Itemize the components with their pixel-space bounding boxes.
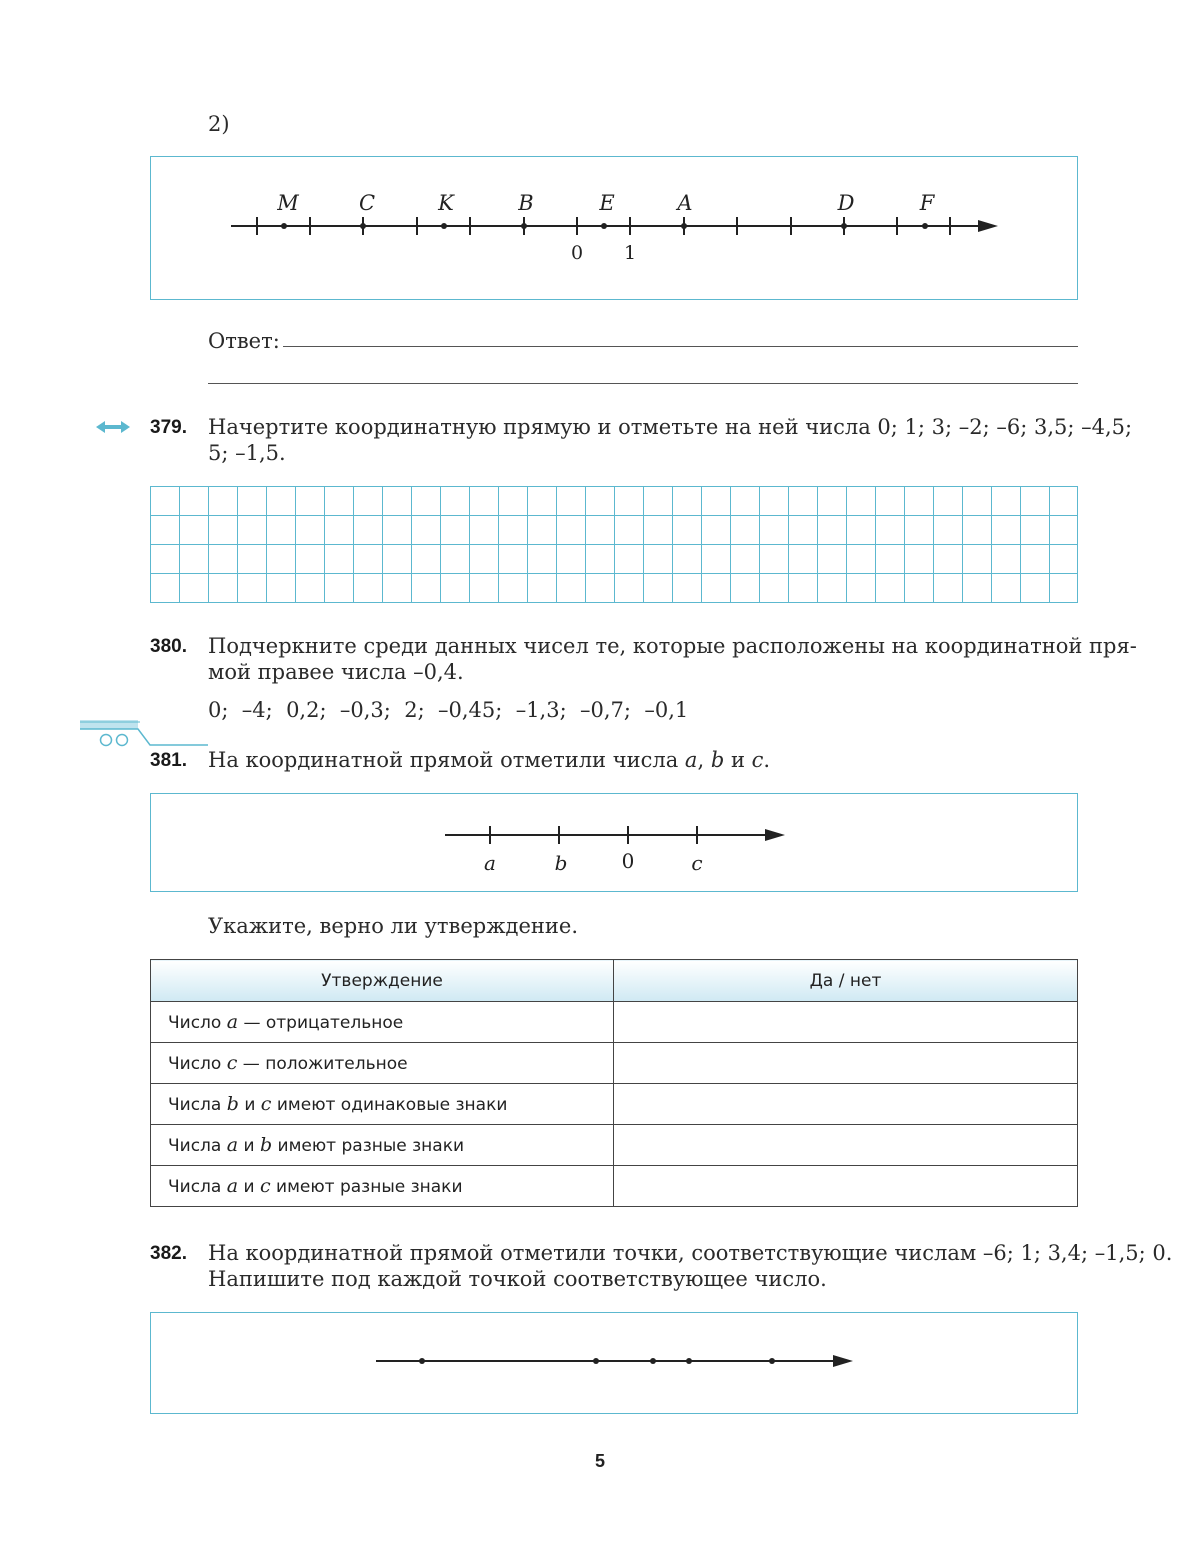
label-m: M: [277, 191, 299, 215]
stmt-pre: Числа: [168, 1136, 222, 1156]
number-line-2: [151, 794, 1076, 890]
point-f: [922, 223, 928, 229]
page-number: 5: [594, 1451, 605, 1471]
number-line-2-arrow: [765, 829, 785, 841]
number-line-3-point: [769, 1358, 775, 1364]
answer-cell[interactable]: [614, 1002, 1078, 1043]
tick-label-1: 1: [623, 242, 637, 264]
stmt-pre: Число: [168, 1013, 222, 1033]
point-b: [521, 223, 527, 229]
answer-cell[interactable]: [614, 1084, 1078, 1125]
task-381-instruction: Укажите, верно ли утверждение.: [208, 914, 578, 938]
answer-line-1[interactable]: [283, 346, 1078, 347]
stmt-post: — отрицательное: [243, 1013, 404, 1033]
stmt-post: имеют одинаковые знаки: [276, 1095, 508, 1115]
number-line-3-arrow: [833, 1355, 853, 1367]
table-row: [151, 1084, 1078, 1125]
table-row: [151, 1125, 1078, 1166]
stmt-conj: и: [243, 1177, 255, 1197]
point-d: [841, 223, 847, 229]
stmt-var: a: [226, 1011, 239, 1033]
stmt-post: имеют разные знаки: [277, 1136, 465, 1156]
point-k: [441, 223, 447, 229]
task-381-conj: и: [730, 748, 745, 772]
task-381-var-c: c: [751, 748, 764, 772]
stmt-pre: Число: [168, 1054, 222, 1074]
task-381-text: [208, 748, 770, 772]
number-line-frame-1: [150, 156, 1078, 300]
point-m: [281, 223, 287, 229]
table-row: [151, 1002, 1078, 1043]
stmt-var: a: [226, 1175, 239, 1197]
point-a: [681, 223, 687, 229]
label-b: B: [518, 191, 534, 215]
task-382-number: 382.: [150, 1243, 187, 1264]
number-line-frame-3[interactable]: [150, 1312, 1078, 1414]
stmt-var: a: [226, 1134, 239, 1156]
number-line-1-arrow: [978, 220, 998, 232]
stmt-pre: Числа: [168, 1095, 222, 1115]
task-379-number: 379.: [150, 417, 187, 438]
number-line-3: [151, 1313, 1076, 1412]
number-line-3-point: [593, 1358, 599, 1364]
task-381-text-main: На координатной прямой отметили числа: [208, 748, 679, 772]
answer-cell[interactable]: [614, 1166, 1078, 1207]
label-var-b: b: [554, 851, 568, 875]
statement-cell: [151, 1125, 614, 1166]
label-c: C: [358, 191, 376, 215]
answer-label: Ответ:: [208, 329, 280, 353]
label-var-c: c: [691, 851, 703, 875]
two-circles-marker-icon: [80, 718, 210, 748]
label-f: F: [919, 191, 935, 215]
answer-line-2[interactable]: [208, 383, 1078, 384]
stmt-var-2: b: [259, 1134, 273, 1156]
stmt-pre: Числа: [168, 1177, 222, 1197]
label-e: E: [599, 191, 615, 215]
number-line-1: [151, 157, 1076, 298]
double-arrow-icon: [96, 419, 130, 435]
part-2-label: 2): [208, 112, 230, 136]
answer-cell[interactable]: [614, 1043, 1078, 1084]
number-line-3-point: [650, 1358, 656, 1364]
task-380-text-line-2: мой правее числа –0,4.: [208, 660, 464, 684]
task-382-text-line-2: Напишите под каждой точкой соответствующее число.: [208, 1267, 827, 1291]
stmt-var-2: c: [259, 1175, 271, 1197]
task-381-var-a: a: [684, 748, 698, 772]
tick-label-0: 0: [570, 242, 584, 264]
task-380-number: 380.: [150, 636, 187, 657]
stmt-var: c: [226, 1052, 238, 1074]
statement-cell: [151, 1084, 614, 1125]
grid-area[interactable]: [150, 486, 1079, 604]
point-c: [360, 223, 366, 229]
stmt-conj: и: [244, 1095, 256, 1115]
table-row: [151, 1043, 1078, 1084]
statement-cell: [151, 1043, 614, 1084]
label-var-a: a: [484, 851, 496, 875]
header-yes-no: Да / нет: [614, 960, 1078, 1002]
label-a: A: [677, 191, 693, 215]
stmt-var: b: [226, 1093, 239, 1115]
task-379-text-line-2: 5; –1,5.: [208, 441, 286, 465]
task-380-numbers[interactable]: 0; –4; 0,2; –0,3; 2; –0,45; –1,3; –0,7; –0,1: [208, 698, 689, 722]
task-381-end: .: [763, 748, 771, 772]
statements-table: [150, 959, 1078, 1207]
task-381-number: 381.: [150, 750, 187, 771]
stmt-post: — положительное: [242, 1054, 408, 1074]
number-line-frame-2: [150, 793, 1078, 892]
statement-cell: [151, 1002, 614, 1043]
header-statement: Утверждение: [151, 960, 614, 1002]
statement-cell: [151, 1166, 614, 1207]
task-381-sep: ,: [697, 748, 705, 772]
table-header-row: [151, 960, 1078, 1002]
stmt-post: имеют разные знаки: [276, 1177, 463, 1197]
answer-cell[interactable]: [614, 1125, 1078, 1166]
number-line-3-point: [419, 1358, 425, 1364]
stmt-var-2: c: [260, 1093, 272, 1115]
label-k: K: [438, 191, 454, 215]
label-d: D: [837, 191, 855, 215]
label-zero: 0: [621, 849, 635, 873]
number-line-3-point: [686, 1358, 692, 1364]
task-382-text-line-1: На координатной прямой отметили точки, соответствующие числам –6; 1; 3,4; –1,5; 0.: [208, 1241, 1173, 1265]
table-row: [151, 1166, 1078, 1207]
point-e: [601, 223, 607, 229]
task-380-text-line-1: Подчеркните среди данных чисел те, которые расположены на координатной пря-: [208, 634, 1137, 658]
task-379-text-line-1: Начертите координатную прямую и отметьте на ней числа 0; 1; 3; –2; –6; 3,5; –4,5;: [208, 415, 1133, 439]
stmt-conj: и: [243, 1136, 255, 1156]
task-381-var-b: b: [710, 748, 725, 772]
